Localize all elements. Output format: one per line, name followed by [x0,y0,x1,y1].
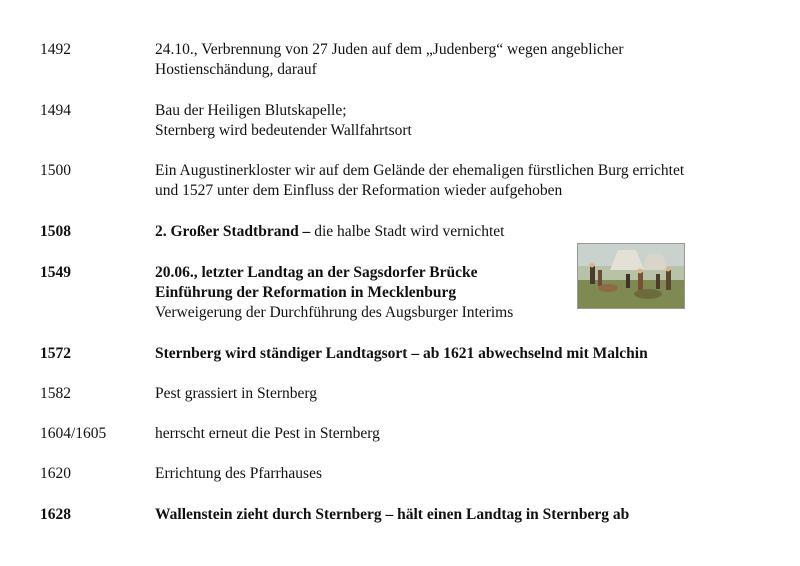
entry-year: 1494 [40,102,71,119]
entry-year: 1492 [40,41,71,58]
entry-year: 1500 [40,162,71,179]
entry-text [155,344,765,364]
entry-line: 20.06., letzter Landtag an der Sagsdorfer Brücke [155,264,478,281]
entry-line: Wallenstein zieht durch Sternberg – hält einen Landtag in Sternberg ab [155,506,630,523]
entry-line: Sternberg wird ständiger Landtagsort – ab 1621 abwechselnd mit Malchin [155,345,648,362]
entry-line: Ein Augustinerkloster wir auf dem Gelände der ehemaligen fürstlichen Burg errichtet [155,162,685,179]
entry-text [155,384,765,404]
entry-year: 1582 [40,385,71,402]
entry-1604-1605 [40,424,780,446]
entry-line: herrscht erneut die Pest in Sternberg [155,425,380,442]
entry-line: Pest grassiert in Sternberg [155,385,318,402]
entry-line: Errichtung des Pfarrhauses [155,465,323,482]
entry-1628 [40,505,780,527]
entry-year: 1628 [40,506,71,523]
entry-text [155,101,765,141]
entry-line: 24.10., Verbrennung von 27 Juden auf dem „Judenberg“ wegen angeblicher [155,41,624,58]
entry-year: 1572 [40,345,71,362]
entry-line: und 1527 unter dem Einfluss der Reformation wieder aufgehoben [155,182,563,199]
entry-line: Verweigerung der Durchführung des Augsburger Interims [155,304,514,321]
landtag-painting-image [577,243,685,309]
entry-text [155,424,765,444]
entry-text [155,161,765,201]
entry-year: 1508 [40,223,71,240]
entry-line [155,222,765,242]
entry-line: Hostienschändung, darauf [155,61,317,78]
entry-year: 1604/1605 [40,425,107,442]
entry-text [155,222,765,242]
entry-line: Einführung der Reformation in Mecklenburg [155,284,457,301]
entry-1492 [40,40,780,84]
painting-illustration [578,244,684,308]
entry-year: 1620 [40,465,71,482]
entry-1620 [40,464,780,486]
entry-1494 [40,101,780,145]
entry-line-bold: 2. Großer Stadtbrand – [155,223,311,240]
entry-line: Sternberg wird bedeutender Wallfahrtsort [155,122,412,139]
entry-text [155,505,765,525]
entry-line: Bau der Heiligen Blutskapelle; [155,102,347,119]
entry-text [155,464,765,484]
entry-year: 1549 [40,264,71,281]
entry-1582 [40,384,780,406]
entry-text [155,40,765,80]
entry-1508 [40,222,780,244]
entry-1500 [40,161,780,205]
entry-1572 [40,344,780,366]
entry-line-rest: die halbe Stadt wird vernichtet [310,223,505,240]
